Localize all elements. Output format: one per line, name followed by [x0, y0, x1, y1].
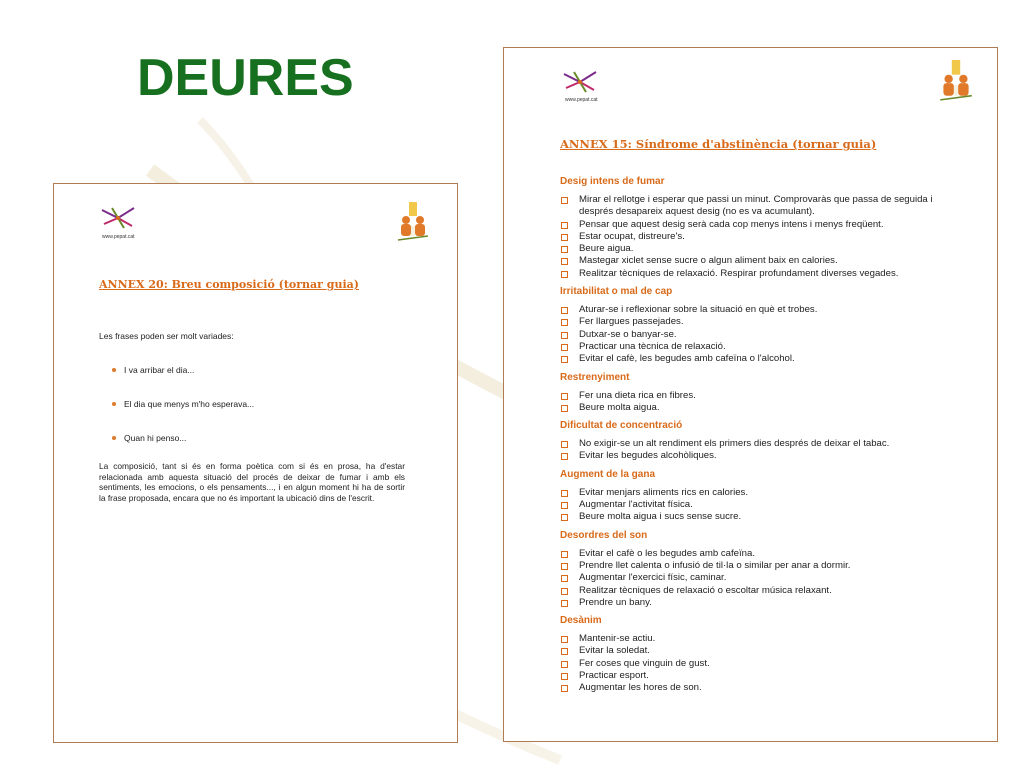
list-item-text: Evitar les begudes alcohòliques.: [579, 450, 717, 462]
section-list: [560, 304, 965, 365]
checkbox-bullet-icon: [561, 197, 568, 204]
list-item-text: Fer llargues passejades.: [579, 316, 684, 328]
list-item-text: Realitzar tècniques de relaxació o escoltar música relaxant.: [579, 584, 832, 596]
list-item-text: Beure molta aigua i sucs sense sucre.: [579, 511, 742, 523]
list-item: [560, 268, 965, 280]
partner-figure-logo-icon: [394, 202, 432, 242]
list-item: [560, 194, 965, 219]
section-heading: Irritabilitat o mal de cap: [560, 286, 673, 298]
list-item: [560, 548, 965, 560]
list-item: [560, 633, 965, 645]
list-item: [560, 255, 965, 267]
list-item-text: Quan hi penso...: [124, 433, 187, 443]
checkbox-bullet-icon: [561, 271, 568, 278]
checkbox-bullet-icon: [561, 258, 568, 265]
checkbox-bullet-icon: [561, 636, 568, 643]
list-item-text: Augmentar l'exercici físic, caminar.: [579, 572, 727, 584]
list-item-text: El dia que menys m'ho esperava...: [124, 399, 255, 409]
list-item-text: Aturar-se i reflexionar sobre la situació en què et trobes.: [579, 304, 818, 316]
checkbox-bullet-icon: [561, 648, 568, 655]
phrase-list: [110, 364, 254, 466]
list-item-text: Evitar la soledat.: [579, 645, 650, 657]
checkbox-bullet-icon: [561, 575, 568, 582]
partner-figure-logo-icon: [936, 60, 976, 102]
section-list: [560, 548, 965, 609]
list-item-text: Evitar el cafè, les begudes amb cafeïna o l'alcohol.: [579, 353, 795, 365]
checkbox-bullet-icon: [561, 356, 568, 363]
checkbox-bullet-icon: [561, 588, 568, 595]
list-item-text: Fer una dieta rica en fibres.: [579, 389, 696, 401]
list-item: [560, 353, 965, 365]
list-item-text: Mirar el rellotge i esperar que passi un minut. Comprovaràs que passa de seguida i després desapareix aquest desig (no es va acumulant).: [579, 194, 933, 218]
list-item-text: Evitar el cafè o les begudes amb cafeïna.: [579, 547, 755, 559]
list-item: [560, 219, 965, 231]
checkbox-bullet-icon: [561, 307, 568, 314]
section-heading: Desànim: [560, 615, 602, 627]
logo-url: www.pepat.cat: [102, 234, 135, 240]
list-item: [560, 438, 965, 450]
list-item-text: Beure molta aigua.: [579, 401, 660, 413]
logo-url: www.pepat.cat: [565, 97, 598, 103]
section-heading: Augment de la gana: [560, 468, 656, 480]
annex-15-page: [503, 47, 998, 742]
list-item-text: Prendre llet calenta o infusió de til·la o similar per anar a dormir.: [579, 559, 851, 571]
checkbox-bullet-icon: [561, 222, 568, 229]
list-item-text: Realitzar tècniques de relaxació. Respirar profundament diverses vegades.: [579, 267, 899, 279]
list-item-text: Augmentar l'activitat física.: [579, 499, 693, 511]
checkbox-bullet-icon: [561, 246, 568, 253]
list-item-text: Pensar que aquest desig serà cada cop menys intens i menys freqüent.: [579, 218, 884, 230]
list-item: [560, 572, 965, 584]
list-item: [560, 304, 965, 316]
list-item: [560, 511, 965, 523]
list-item-text: Mantenir-se actiu.: [579, 633, 656, 645]
checkbox-bullet-icon: [561, 393, 568, 400]
list-item: [560, 243, 965, 255]
annex-20-page: [53, 183, 458, 743]
list-item-text: Beure aigua.: [579, 243, 634, 255]
list-item: [560, 487, 965, 499]
slide-title: DEURES: [137, 49, 354, 107]
bullet-icon: [112, 436, 116, 440]
list-item-text: Estar ocupat, distreure's.: [579, 230, 685, 242]
list-item: [560, 645, 965, 657]
checkbox-bullet-icon: [561, 563, 568, 570]
list-item: [560, 585, 965, 597]
list-item: [560, 560, 965, 572]
list-item-text: Dutxar-se o banyar-se.: [579, 328, 677, 340]
section-list: [560, 194, 965, 280]
bullet-icon: [112, 402, 116, 406]
annex-title: ANNEX 20: Breu composició (tornar guia): [99, 278, 359, 291]
section-heading: Desordres del son: [560, 529, 648, 541]
list-item: [110, 364, 254, 398]
list-item: [560, 402, 965, 414]
checkbox-bullet-icon: [561, 490, 568, 497]
checkbox-bullet-icon: [561, 673, 568, 680]
section-list: [560, 438, 965, 463]
checkbox-bullet-icon: [561, 685, 568, 692]
checkbox-bullet-icon: [561, 441, 568, 448]
list-item: [560, 341, 965, 353]
list-item-text: Practicar una tècnica de relaxació.: [579, 340, 726, 352]
list-item-text: Mastegar xiclet sense sucre o algun aliment baix en calories.: [579, 255, 838, 267]
checkbox-bullet-icon: [561, 600, 568, 607]
list-item: [560, 499, 965, 511]
list-item-text: I va arribar el dia...: [124, 365, 195, 375]
list-item: [560, 316, 965, 328]
list-item: [110, 398, 254, 432]
checkbox-bullet-icon: [561, 453, 568, 460]
list-item: [560, 658, 965, 670]
list-item-text: Augmentar les hores de son.: [579, 682, 702, 694]
list-item: [560, 329, 965, 341]
section-list: [560, 487, 965, 524]
checkbox-bullet-icon: [561, 661, 568, 668]
list-item: [560, 682, 965, 694]
section-heading: Restrenyiment: [560, 371, 630, 383]
checkbox-bullet-icon: [561, 502, 568, 509]
list-item-text: Evitar menjars aliments rics en calories.: [579, 486, 749, 498]
checkbox-bullet-icon: [561, 514, 568, 521]
checkbox-bullet-icon: [561, 344, 568, 351]
pepa-flower-logo-icon: [98, 204, 138, 230]
section-heading: Dificultat de concentració: [560, 420, 683, 432]
checkbox-bullet-icon: [561, 319, 568, 326]
pepa-flower-logo-icon: [560, 68, 600, 94]
bullet-icon: [112, 368, 116, 372]
body-paragraph: La composició, tant si és en forma poètica com si és en prosa, ha d'estar relacionada amb aquesta situació del procés de deixar de fumar i amb els sentiments, les emocions, o els pensaments..., i en algun moment hi ha de sortir la frase proposada, encara que no és important la ubicació dins de l'escrit.: [99, 461, 405, 503]
list-item: [560, 390, 965, 402]
checkbox-bullet-icon: [561, 332, 568, 339]
annex-title: ANNEX 15: Síndrome d'abstinència (tornar guia): [560, 137, 877, 151]
list-item: [560, 670, 965, 682]
list-item: [560, 231, 965, 243]
intro-text: Les frases poden ser molt variades:: [99, 331, 234, 341]
list-item: [560, 450, 965, 462]
list-item-text: Prendre un bany.: [579, 596, 652, 608]
list-item-text: Practicar esport.: [579, 670, 649, 682]
section-list: [560, 633, 965, 694]
list-item-text: No exigir-se un alt rendiment els primers dies després de deixar el tabac.: [579, 438, 890, 450]
symptom-sections: [560, 173, 965, 698]
list-item: [560, 597, 965, 609]
checkbox-bullet-icon: [561, 551, 568, 558]
section-heading: Desig intens de fumar: [560, 176, 665, 187]
checkbox-bullet-icon: [561, 234, 568, 241]
section-list: [560, 390, 965, 415]
list-item-text: Fer coses que vinguin de gust.: [579, 657, 710, 669]
checkbox-bullet-icon: [561, 405, 568, 412]
